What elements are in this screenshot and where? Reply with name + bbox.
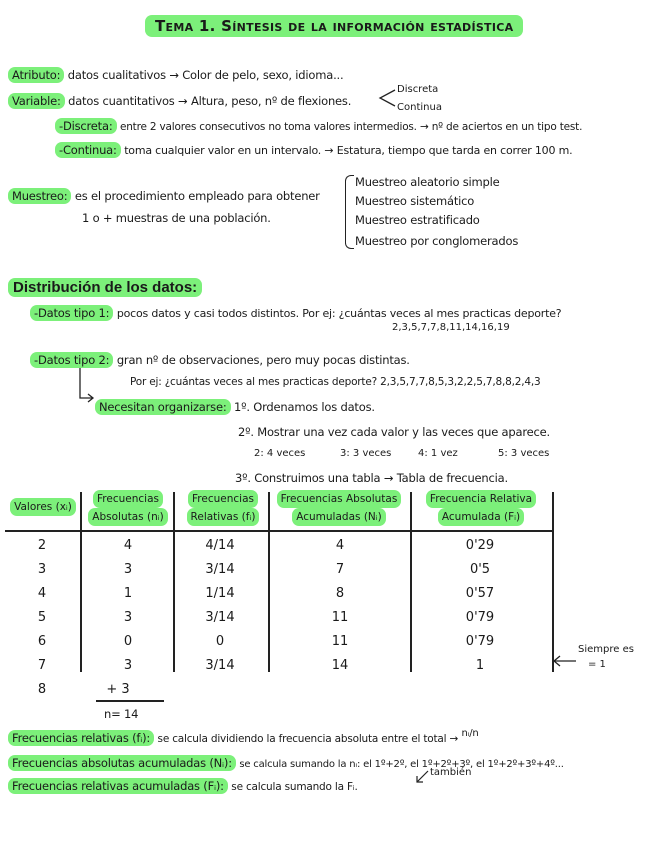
- definition-absolutas-acumuladas: Frecuencias absolutas acumuladas (Nᵢ): se calcula sumando la nᵢ: el 1º+2º, el 1º+2º+3º, el 1º+2º+3º+4º...: [8, 756, 564, 770]
- muestreo-term: Muestreo:: [8, 188, 71, 204]
- step-2: 2º. Mostrar una vez cada valor y las veces que aparece.: [238, 425, 550, 439]
- variable-term: Variable:: [8, 93, 65, 109]
- organize-arrow-icon: [76, 368, 96, 404]
- header-frecuencias-absolutas: Frecuencias Absolutas (nᵢ): [83, 490, 173, 526]
- organizar-term: Necesitan organizarse:: [95, 399, 231, 415]
- definition-frecuencias-relativas: Frecuencias relativas (fᵢ): se calcula dividiendo la frecuencia absoluta entre el total → nᵢ/n: [8, 731, 479, 745]
- count-5: 5: 3 veces: [498, 448, 550, 459]
- muestreo-type-4: Muestreo por conglomerados: [355, 234, 519, 248]
- atributo-term: Atributo:: [8, 67, 64, 83]
- atributo-definition: [8, 68, 343, 82]
- variable-definition: [8, 94, 351, 108]
- discreta-definition: [55, 119, 582, 133]
- variable-branch-continua: Continua: [397, 102, 442, 113]
- muestreo-line-2: 1 o + muestras de una población.: [82, 211, 271, 225]
- count-2: 2: 4 veces: [254, 448, 306, 459]
- table-row: 5 3 3/14 11 0'79: [37, 610, 495, 625]
- side-note-line-1: Siempre es: [578, 644, 634, 655]
- tipo2-text: gran nº de observaciones, pero muy pocas distintas.: [116, 353, 410, 367]
- tipo2-term: -Datos tipo 2:: [30, 352, 113, 368]
- header-frecuencias-relativas: Frecuencias Relativas (fᵢ): [178, 490, 268, 526]
- section-heading: Distribución de los datos:: [8, 278, 202, 297]
- header-absolutas-acumuladas: Frecuencias Absolutas Acumuladas (Nᵢ): [268, 490, 410, 526]
- tipo1-text: pocos datos y casi todos distintos. Por ej: ¿cuántas veces al mes practicas deporte?: [116, 307, 562, 320]
- also-note: también: [430, 767, 472, 778]
- sum-line: [96, 700, 164, 702]
- step-3: 3º. Construimos una tabla → Tabla de frecuencia.: [235, 471, 508, 485]
- extra-count: + 3: [106, 682, 130, 697]
- tipo1-values: 2,3,5,7,7,8,11,14,16,19: [392, 322, 510, 333]
- also-arrow-icon: [414, 770, 430, 784]
- count-3: 3: 3 veces: [340, 448, 392, 459]
- side-note-arrow-icon: [552, 654, 578, 668]
- definition-relativas-acumuladas: Frecuencias relativas acumuladas (Fᵢ): se calcula sumando la Fᵢ.: [8, 779, 358, 793]
- muestreo-line-1: es el procedimiento empleado para obtener: [74, 189, 320, 203]
- count-4: 4: 1 vez: [418, 448, 458, 459]
- muestreo-definition: [8, 189, 320, 203]
- table-row: 2 4 4/14 4 0'29: [37, 538, 495, 553]
- datos-tipo-2: [30, 353, 410, 367]
- extra-value: 8: [37, 682, 47, 697]
- continua-text: toma cualquier valor en un intervalo. → Estatura, tiempo que tarda en correr 100 m.: [124, 144, 573, 157]
- continua-term: -Continua:: [55, 142, 121, 158]
- step-1: 1º. Ordenamos los datos.: [233, 400, 375, 414]
- table-row: 3 3 3/14 7 0'5: [37, 562, 491, 577]
- side-note-line-2: = 1: [588, 659, 606, 670]
- table-row: 7 3 3/14 14 1: [37, 658, 485, 673]
- discreta-text: entre 2 valores consecutivos no toma valores intermedios. → nº de aciertos en un tipo test.: [119, 121, 583, 133]
- header-relativa-acumulada: Frecuencia Relativa Acumulada (Fᵢ): [410, 490, 552, 526]
- muestreo-type-2: Muestreo sistemático: [355, 194, 475, 208]
- header-valores: Valores (xᵢ): [3, 498, 83, 516]
- discreta-term: -Discreta:: [55, 118, 117, 134]
- table-row: 6 0 0 11 0'79: [37, 634, 495, 649]
- atributo-text: datos cualitativos → Color de pelo, sexo, idioma...: [67, 68, 344, 82]
- muestreo-type-3: Muestreo estratificado: [355, 213, 480, 227]
- tipo2-example: Por ej: ¿cuántas veces al mes practicas deporte? 2,3,5,7,7,8,5,3,2,2,5,7,8,8,2,4,3: [130, 376, 541, 388]
- variable-branch-icon: [377, 86, 397, 110]
- tipo1-term: -Datos tipo 1:: [30, 305, 113, 321]
- variable-branch-discreta: Discreta: [397, 84, 439, 95]
- variable-text: datos cuantitativos → Altura, peso, nº de flexiones.: [68, 94, 352, 108]
- page-title: Tema 1. Síntesis de la información estadística: [145, 15, 523, 37]
- total-count: n= 14: [104, 707, 139, 721]
- table-header-line: [5, 530, 553, 532]
- muestreo-type-1: Muestreo aleatorio simple: [355, 175, 500, 189]
- muestreo-brace-icon: [345, 175, 354, 249]
- continua-definition: [55, 143, 572, 157]
- organizar-row: [95, 400, 375, 414]
- datos-tipo-1: [30, 306, 561, 320]
- table-row: 4 1 1/14 8 0'57: [37, 586, 495, 601]
